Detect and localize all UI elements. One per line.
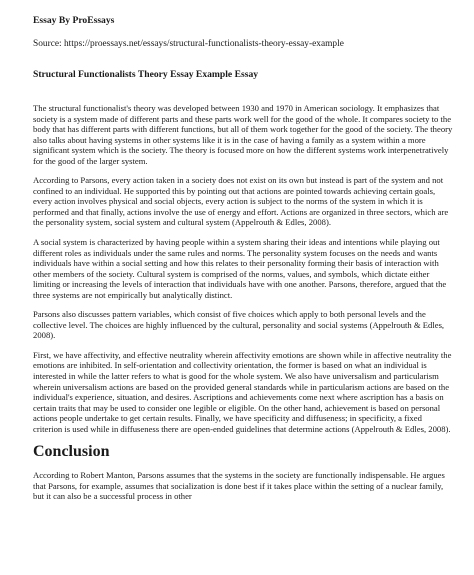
conclusion-paragraph: According to Robert Manton, Parsons assumes that the systems in the society are functionally indispensable. He argues that Parsons, for example, assumes that socialization is done best if it takes place within the setting of a nuclear family, but it can also be a successful process in other [33,470,445,502]
essay-title: Structural Functionalists Theory Essay Example Essay [33,69,259,80]
source-line: Source: https://proessays.net/essays/structural-functionalists-theory-essay-example [33,39,344,49]
conclusion-heading: Conclusion [33,443,110,461]
paragraph-3: A social system is characterized by having people within a system sharing their ideas and intentions while playing out different roles as individuals under the same rules and norms. The personality system focuses on the needs and wants individuals have within a social setting and how this relates to their personality forming their basis of interaction with other members of the society. Cultural system is comprised of the norms, values, and symbols, which dictate either limiting or increasing the levels of interaction that individuals have with one another. Parsons, therefore, argued that the three systems are not empirically but analytically distinct. [33,237,447,300]
site-title: Essay By ProEssays [33,15,115,26]
essay-body [33,103,453,502]
paragraph-5: First, we have affectivity, and effective neutrality wherein affectivity emotions are shown while in affective neutrality the emotions are inhibited. In self-orientation and collectivity orientation, the former is based on what an individual is interested in while the latter refers to what is good for the whole system. We also have universalism and particularism wherein universalism actions are based on the provided general standards while in particularism actions are based on the individual's experience, situation, and desires. Ascriptions and achievements come next where ascription has a basis on certain traits that may be used to consider one legible or eligible. On the other hand, achievement is based on personal actions people undertake to get certain results. Finally, we have specificity and diffuseness; in specificity, a fixed criterion is used while in diffuseness there are open-ended guidelines that determine actions (Appelrouth & Edles, 2008). [33,349,452,434]
paragraph-1: The structural functionalist's theory was developed between 1930 and 1970 in American sociology. It emphasizes that society is a system made of different parts and these parts work well for the good of the whole. It compares society to the body that has different parts with different functions, but all of them work together for the good of the society. The theory also talks about having systems in other systems like it is in the case of having a family as a system within a more significant system which is the society. The theory is focused more on how the different systems work interpenetratively for the good of the larger system. [33,103,453,166]
paragraph-2: According to Parsons, every action taken in a society does not exist on its own but instead is part of the system and not confined to an individual. He supported this by pointing out that actions are pointed towards achieving certain goals, every action involves physical and social objects, every action is subject to the norms of the system in which it is performed and that finally, actions involve the use of energy and effort. Actions are organized in three sectors, which are the personality system, social system and cultural system (Appelrouth & Edles, 2008). [33,175,449,228]
paragraph-4: Parsons also discusses pattern variables, which consist of five choices which apply to both personal levels and the collective level. The choices are highly influenced by the cultural, personality and social systems (Appelrouth & Edles, 2008). [33,309,445,341]
